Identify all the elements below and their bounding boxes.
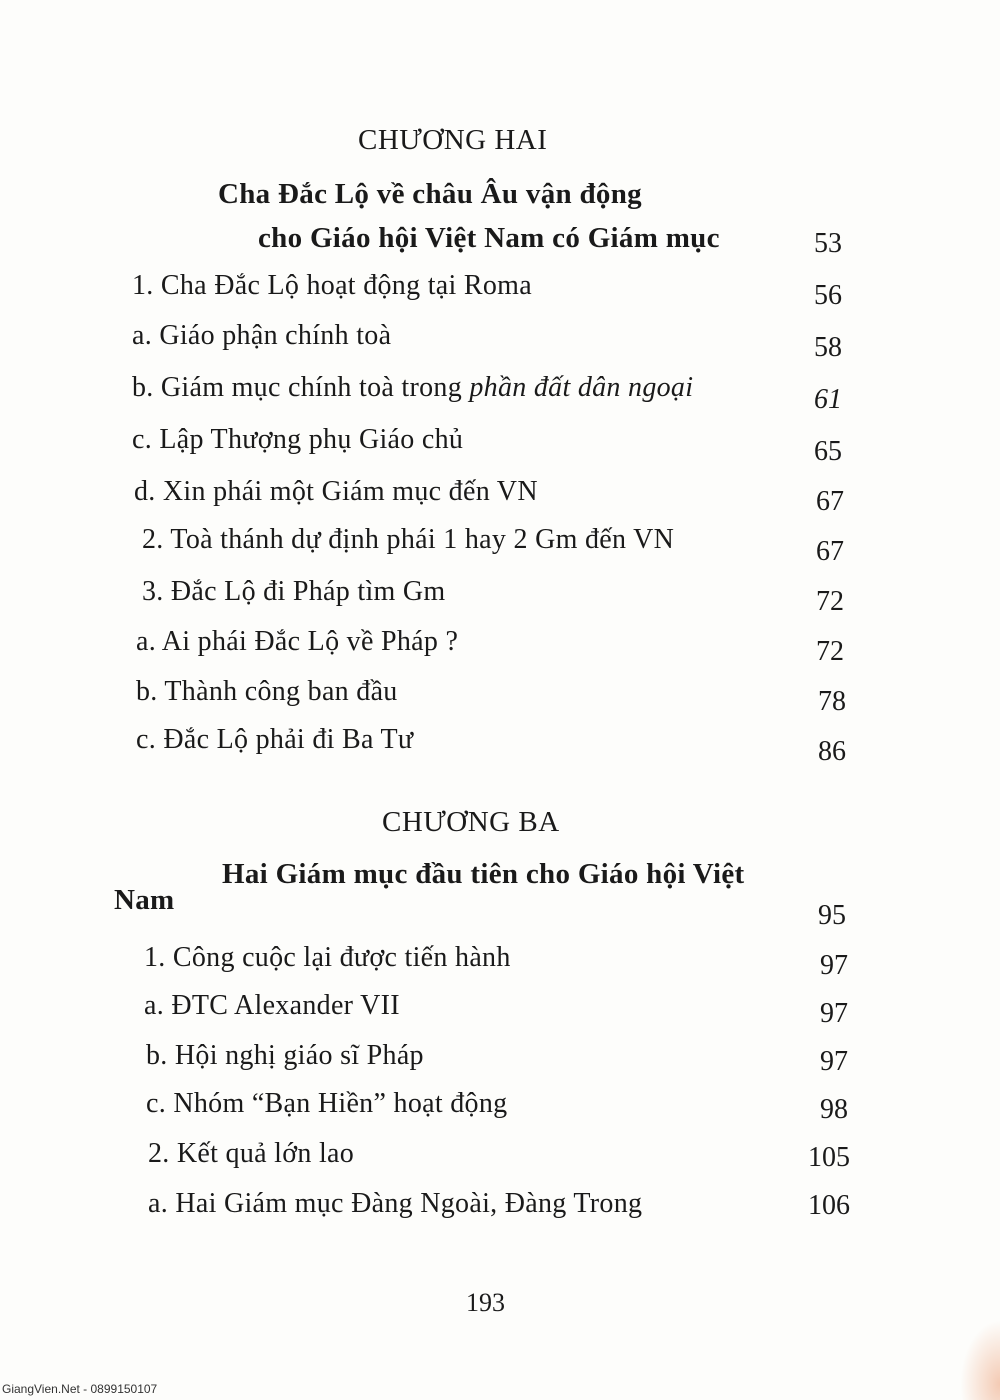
toc-page: 67 (816, 536, 844, 567)
toc-page: 72 (816, 636, 844, 667)
toc-entry: b. Hội nghị giáo sĩ Pháp (146, 1040, 424, 1071)
toc-entry: c. Đắc Lộ phải đi Ba Tư (136, 724, 414, 755)
toc-page: 65 (814, 436, 842, 467)
watermark: GiangVien.Net - 0899150107 (2, 1382, 158, 1396)
toc-entry: a. Giáo phận chính toà (132, 320, 392, 351)
toc-page: 78 (818, 686, 846, 717)
toc-page: 67 (816, 486, 844, 517)
toc-entry: 1. Cha Đắc Lộ hoạt động tại Roma (132, 270, 532, 301)
chapter-title-page: 53 (814, 228, 842, 259)
chapter-title-line2: Nam (114, 884, 175, 916)
toc-page: 98 (820, 1094, 848, 1125)
chapter-title-line1: Hai Giám mục đầu tiên cho Giáo hội Việt (222, 858, 745, 890)
toc-page: 97 (820, 950, 848, 981)
toc-entry: d. Xin phái một Giám mục đến VN (134, 476, 538, 507)
toc-page: 97 (820, 998, 848, 1029)
toc-page: 105 (808, 1142, 850, 1173)
toc-page: 106 (808, 1190, 850, 1221)
page-number: 193 (466, 1288, 505, 1317)
toc-entry: 3. Đắc Lộ đi Pháp tìm Gm (142, 576, 446, 607)
chapter-heading: CHƯƠNG BA (382, 806, 560, 838)
toc-entry: b. Thành công ban đầu (136, 676, 398, 707)
toc-entry: a. Ai phái Đắc Lộ về Pháp ? (136, 626, 459, 657)
toc-entry: 2. Toà thánh dự định phái 1 hay 2 Gm đến VN (142, 524, 675, 555)
toc-page: 56 (814, 280, 842, 311)
page-stain (960, 1320, 1000, 1400)
toc-entry-text: b. Giám mục chính toà trong (132, 372, 470, 403)
chapter-title-line1: Cha Đắc Lộ về châu Âu vận động (218, 178, 642, 210)
toc-page: 97 (820, 1046, 848, 1077)
toc-entry: a. Hai Giám mục Đàng Ngoài, Đàng Trong (148, 1188, 643, 1219)
toc-entry: a. ĐTC Alexander VII (144, 990, 400, 1021)
toc-entry (132, 372, 693, 404)
toc-page: 58 (814, 332, 842, 363)
toc-page: 61 (814, 384, 842, 415)
toc-entry: 2. Kết quả lớn lao (148, 1138, 355, 1169)
toc-page: 72 (816, 586, 844, 617)
toc-entry: 1. Công cuộc lại được tiến hành (144, 942, 511, 973)
toc-entry: c. Lập Thượng phụ Giáo chủ (132, 424, 464, 455)
toc-entry-italic: phần đất dân ngoại (469, 372, 694, 403)
chapter-title-line2: cho Giáo hội Việt Nam có Giám mục (258, 222, 720, 254)
toc-page: 86 (818, 736, 846, 767)
chapter-heading: CHƯƠNG HAI (358, 124, 548, 156)
chapter-title-page: 95 (818, 900, 846, 931)
toc-entry: c. Nhóm “Bạn Hiền” hoạt động (146, 1088, 508, 1119)
